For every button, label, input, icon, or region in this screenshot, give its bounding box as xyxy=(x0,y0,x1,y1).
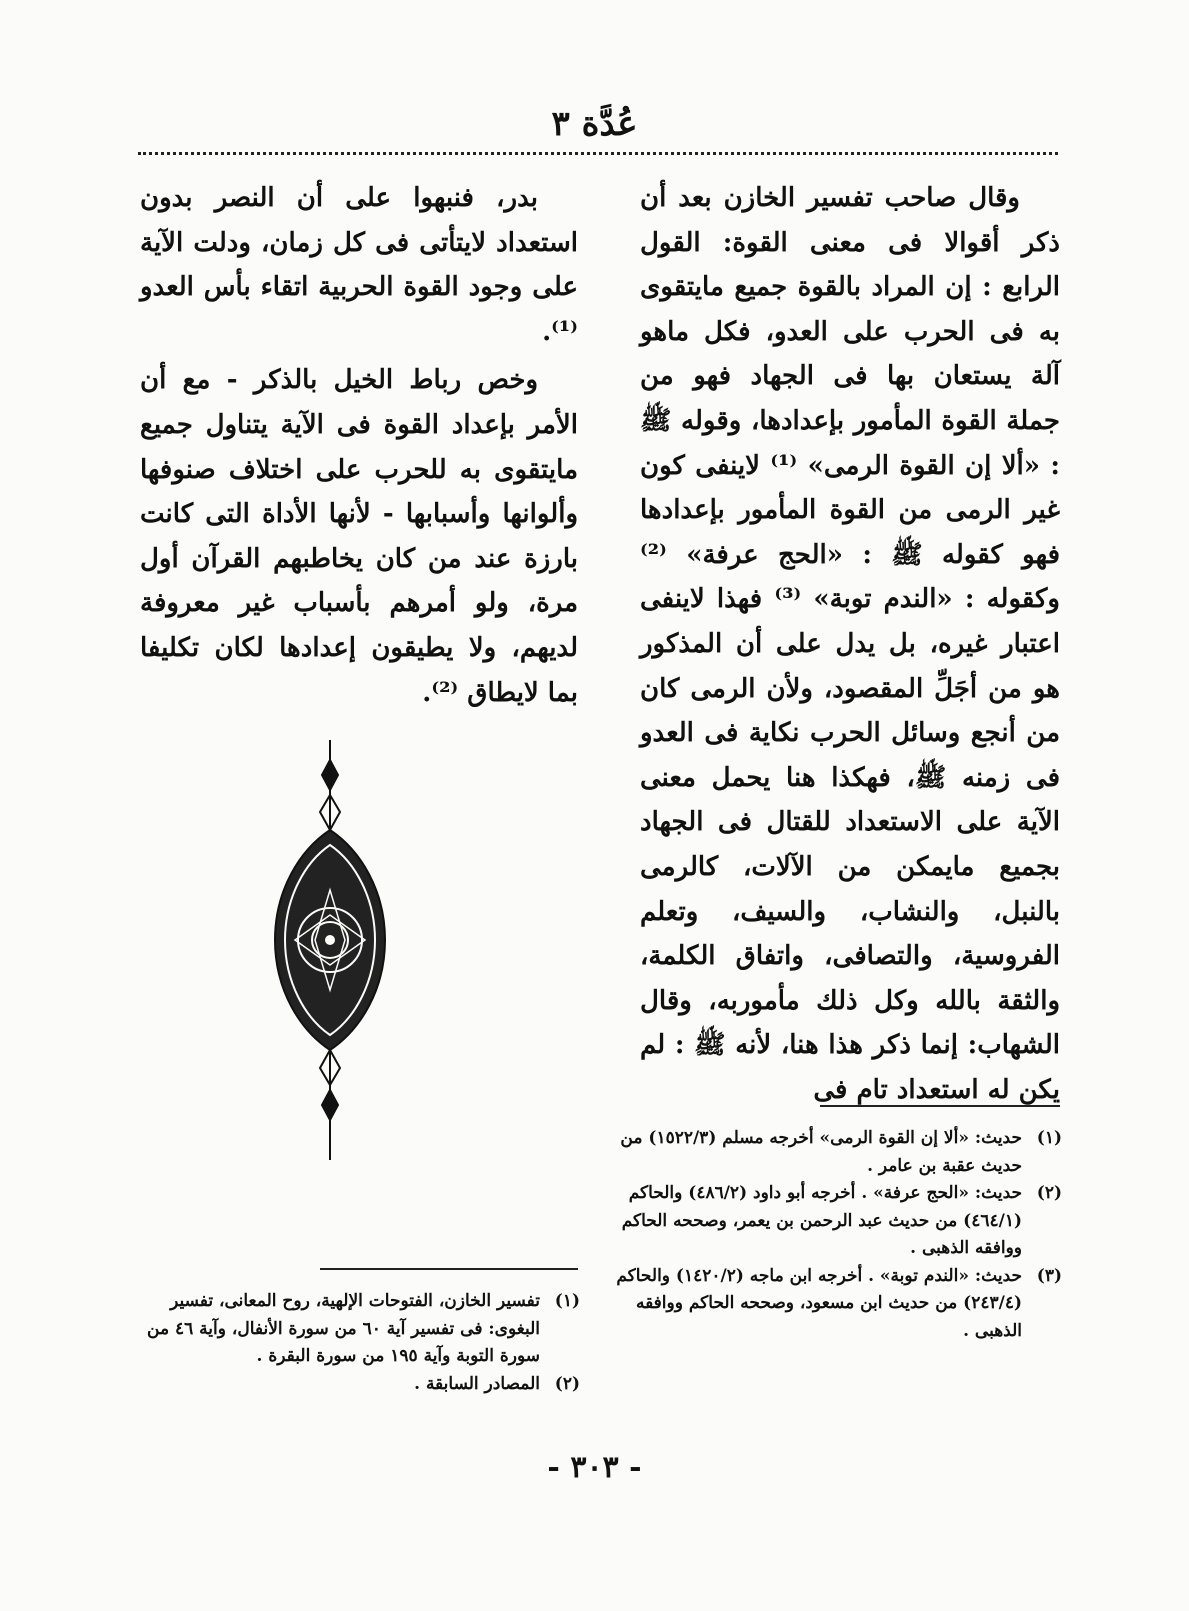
footnotes-left xyxy=(130,1288,580,1398)
footnote-rule-right xyxy=(820,1105,1060,1107)
right-column-paragraph: وقال صاحب تفسير الخازن بعد أن ذكر أقوالا فى معنى القوة: القول الرابع : إن المراد بالقوة جميع مايتقوى به فى الحرب على العدو، فكل ماهو آلة يستعان بها فى الجهاد فهو من جملة القوة المأمور بإعدادها، وقوله ﷺ : «ألا إن القوة الرمى» ⁽¹⁾ لاينفى كون غير الرمى من القوة المأمور بإعدادها فهو كقوله ﷺ : «الحج عرفة» ⁽²⁾ وكقوله : «الندم توبة» ⁽³⁾ فهذا لاينفى اعتبار غيره، بل يدل على أن المذكور هو من أجَلِّ المقصود، ولأن الرمى كان من أنجع وسائل الحرب نكاية فى العدو فى زمنه ﷺ، فهكذا هنا يحمل معنى الآية على الاستعداد للقتال فى الجهاد بجميع مايمكن من الآلات، كالرمى بالنبل، والنشاب، والسيف، وتعلم الفروسية، والتصافى، واتفاق الكلمة، والثقة بالله وكل ذلك مأموربه، وقال الشهاب: إنما ذكر هذا هنا، لأنه ﷺ : لم يكن له استعداد تام فى xyxy=(640,183,1060,1105)
header-dotted-rule xyxy=(138,152,1058,155)
right-text-column xyxy=(640,176,1060,1112)
footnote-number: (١) xyxy=(554,1291,580,1311)
left-text-column xyxy=(140,176,578,715)
footnote-text: حديث: «الحج عرفة» . أخرجه أبو داود (٤٨٦/٢) والحاكم (٤٦٤/١) من حديث عبد الرحمن بن يعمر، وصححه الحاكم ووافقه الذهبى . xyxy=(621,1183,1022,1258)
footnote-item xyxy=(612,1263,1062,1346)
footnote-number: (٢) xyxy=(1036,1183,1062,1203)
footnote-item xyxy=(612,1180,1062,1263)
running-header-title: عُدَّة ٣ xyxy=(551,104,638,144)
footnote-text: تفسير الخازن، الفتوحات الإلهية، روح المعانى، تفسير البغوى: فى تفسير آية ٦٠ من سورة الأنفال، وآية ٤٦ من سورة التوبة وآية ١٩٥ من سورة البقرة . xyxy=(147,1291,540,1366)
footnote-number: (٢) xyxy=(554,1373,580,1394)
footnote-item xyxy=(130,1288,580,1371)
footnote-rule-left xyxy=(320,1268,578,1270)
arabesque-ornament-icon xyxy=(270,740,390,1160)
footnote-text: حديث: «الندم توبة» . أخرجه ابن ماجه (١٤٢٠/٢) والحاكم (٢٤٣/٤) من حديث ابن مسعود، وصححه الحاكم ووافقه الذهبى . xyxy=(616,1265,1022,1341)
left-column-paragraph-1: بدر، فنبهوا على أن النصر بدون استعداد لايتأتى فى كل زمان، ودلت الآية على وجود القوة الحربية اتقاء بأس العدو ⁽¹⁾. xyxy=(140,183,578,347)
page-number: - ٣٠٣ - xyxy=(547,1450,642,1485)
footnote-number: (١) xyxy=(1036,1128,1062,1148)
footnote-text: المصادر السابقة . xyxy=(414,1373,540,1394)
footnote-text: حديث: «ألا إن القوة الرمى» أخرجه مسلم (١٥٢٢/٣) من حديث عقبة بن عامر . xyxy=(620,1128,1022,1176)
footnotes-right xyxy=(612,1125,1062,1345)
footnote-item xyxy=(612,1125,1062,1180)
footnote-number: (٣) xyxy=(1036,1265,1062,1286)
footnote-item xyxy=(130,1371,580,1399)
left-column-paragraph-2: وخص رباط الخيل بالذكر - مع أن الأمر بإعداد القوة فى الآية يتناول جميع مايتقوى به للحرب على اختلاف صنوفها وألوانها وأسبابها - لأنها الأداة التى كانت بارزة عند من كان يخاطبهم القرآن أول مرة، ولو أمرهم بأسباب غير معروفة لديهم، ولا يطيقون إعدادها لكان تكليفا بما لايطاق ⁽²⁾. xyxy=(140,365,578,708)
